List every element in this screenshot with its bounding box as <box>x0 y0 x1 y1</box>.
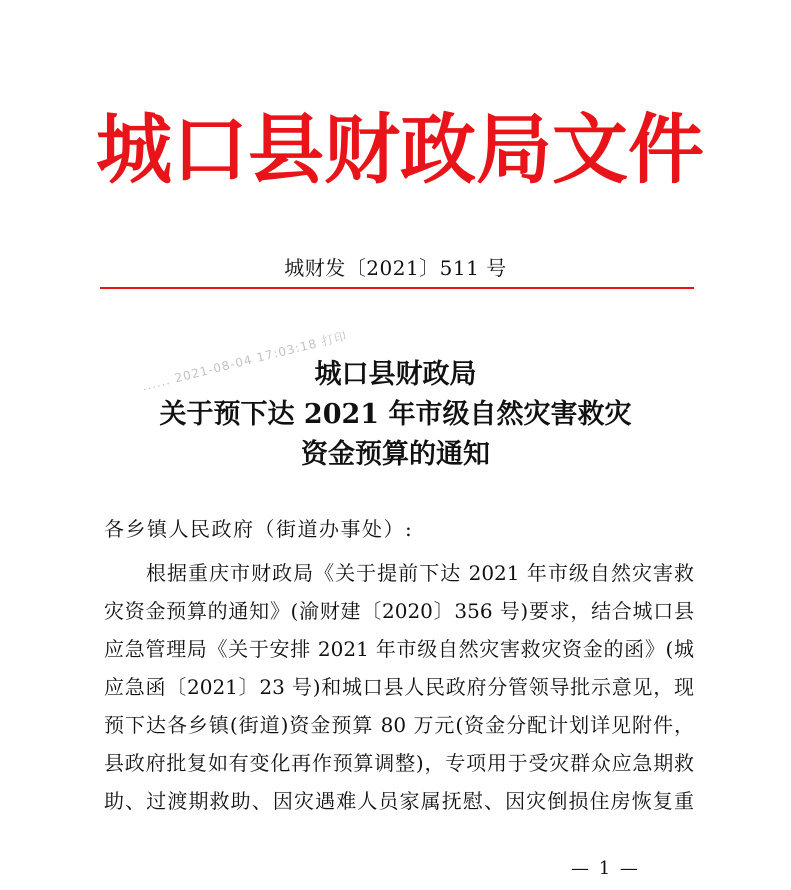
header-red-rule <box>100 287 694 289</box>
masthead-char: 城 <box>96 104 172 194</box>
body-line: 助、过渡期救助、因灾遇难人员家属抚慰、因灾倒损住房恢复重 <box>104 789 694 813</box>
document-title <box>0 355 791 475</box>
masthead-char: 局 <box>476 104 552 194</box>
title-line: 城口县财政局 <box>314 359 477 390</box>
body-line: 灾资金预算的通知》(渝财建〔2020〕356 号)要求，结合城口县 <box>104 599 694 623</box>
body-line: 应急函〔2021〕23 号)和城口县人民政府分管领导批示意见，现 <box>104 675 694 699</box>
masthead-char: 财 <box>324 104 400 194</box>
body-line: 根据重庆市财政局《关于提前下达 2021 年市级自然灾害救 <box>146 561 694 585</box>
document-number: 城财发〔2021〕511 号 <box>284 256 507 280</box>
body-paragraph <box>104 554 694 820</box>
print-watermark: ...... 2021-08-04 17:03:18 打印 <box>140 328 349 394</box>
page-number: — 1 — <box>571 858 640 879</box>
body-line: 县政府批复如有变化再作预算调整)，专项用于受灾群众应急期救 <box>104 751 694 775</box>
title-line: 资金预算的通知 <box>301 439 490 470</box>
masthead-char: 县 <box>248 104 324 194</box>
masthead-char: 口 <box>172 104 248 194</box>
body-line: 预下达各乡镇(街道)资金预算 80 万元(资金分配计划详见附件， <box>104 713 694 737</box>
masthead-char: 文 <box>552 104 628 194</box>
title-line: 关于预下达 2021 年市级自然灾害救灾 <box>159 399 632 430</box>
salutation: 各乡镇人民政府（街道办事处）: <box>104 517 414 541</box>
document-masthead <box>96 102 704 197</box>
masthead-char: 件 <box>628 104 704 194</box>
body-line: 应急管理局《关于安排 2021 年市级自然灾害救灾资金的函》(城 <box>104 637 694 661</box>
masthead-char: 政 <box>400 104 476 194</box>
